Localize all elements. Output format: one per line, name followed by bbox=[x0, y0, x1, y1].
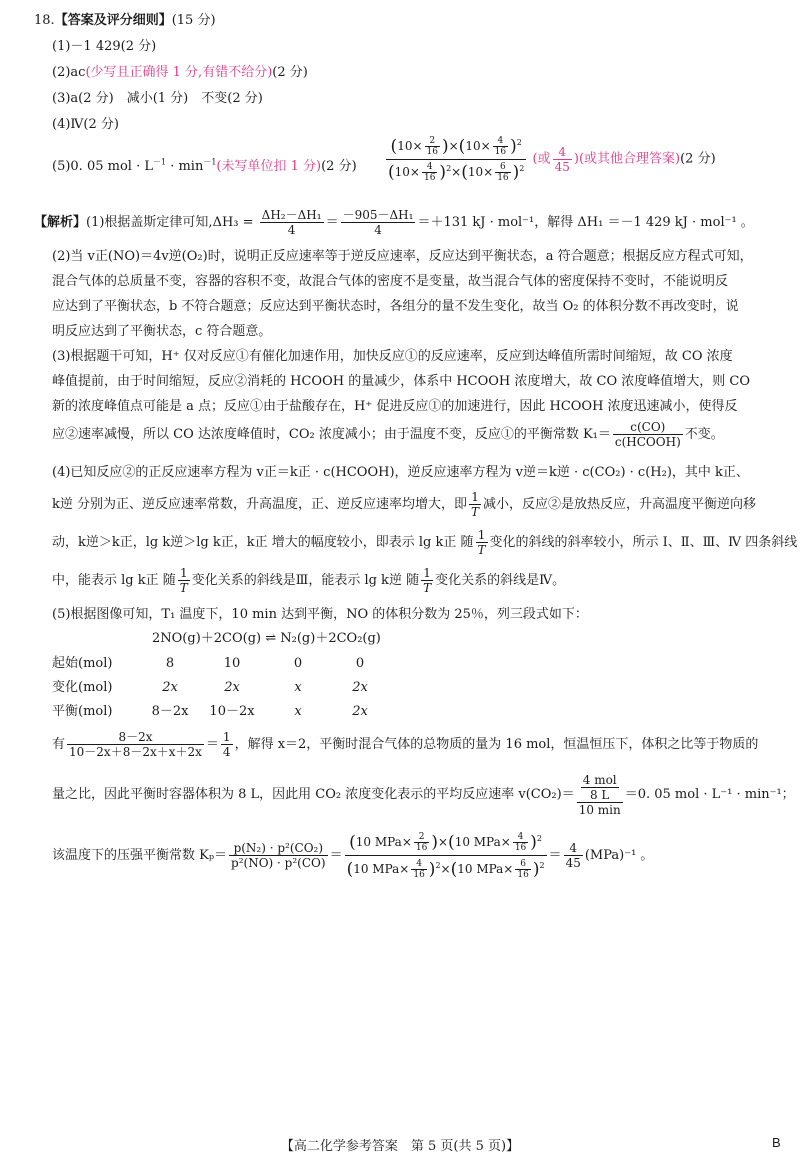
explain-p4-frac-c-num: 1 bbox=[179, 566, 188, 580]
table-cell: 0 bbox=[355, 656, 365, 671]
explain-p1-text: (1)根据盖斯定律可知,ΔH₃ = bbox=[86, 215, 258, 230]
table-cell: 10 bbox=[223, 656, 241, 671]
table-row-label: 变化(mol) bbox=[52, 680, 113, 695]
answer-5-exp2: －1 bbox=[203, 157, 217, 167]
table-row-label: 起始(mol) bbox=[52, 656, 113, 671]
explain-p4-line3 bbox=[52, 528, 797, 558]
explain-p6-frac1-den: 10－2x＋8－2x＋x＋2x bbox=[69, 745, 202, 759]
explain-part-1: 【解析】(1)根据盖斯定律可知,ΔH₃ = $\frac{\text{ΔH₂－ΔH₁}}{4}$ ＝ $\frac{\text{－905－ΔH₁}}{4}$ ＝＋131 kJ · mol⁻¹，解得 ΔH₁ ＝－1 429 kJ · mol⁻¹ 。 bbox=[34, 208, 754, 237]
explain-p4-frac-b-num: 1 bbox=[477, 528, 486, 542]
explain-p6 bbox=[52, 728, 758, 762]
explain-p8-end: (MPa)⁻¹ 。 bbox=[584, 848, 654, 863]
explain-p1-end: ＝＋131 kJ · mol⁻¹，解得 ΔH₁ ＝－1 429 kJ · mol⁻¹ 。 bbox=[417, 215, 754, 230]
answer-5-score1: (2 分) bbox=[321, 159, 357, 174]
explain-p6-eq: ＝ bbox=[205, 737, 219, 752]
explain-p4-line3-b: 变化的斜线的斜率较小，所示 Ⅰ、Ⅱ、Ⅲ、Ⅳ 四条斜线 bbox=[489, 535, 798, 550]
explain-p3-line3: 新的浓度峰值点可能是 a 点；反应①由于盐酸存在，H⁺ 促进反应①的加速进行，因此 HCOOH 浓度迅速减小，使得反 bbox=[52, 399, 738, 414]
explain-p1-frac1 bbox=[260, 208, 324, 237]
explain-p6-frac2 bbox=[221, 730, 233, 759]
table-cell: 0 bbox=[293, 656, 303, 671]
answer-5-k-fraction: (10× $\frac{2}{16}$ )×(10× $\frac{4}{16}$ )$^2$ (10× $\frac{4}{16}$ )$^2$×(10× $\frac{6}{16}$ )$^2$ bbox=[388, 136, 525, 183]
answer-3: (3)a(2 分) 减小(1 分) 不变(2 分) bbox=[52, 91, 263, 106]
explain-p4-frac-a bbox=[469, 490, 481, 519]
answer-1: (1)－1 429(2 分) bbox=[52, 39, 157, 54]
question-number: 18. bbox=[34, 13, 55, 28]
explain-p8-unit: 10 MPa× bbox=[355, 834, 412, 849]
explain-p4-line4-b: 变化关系的斜线是Ⅲ，能表示 lg k逆 随 bbox=[191, 573, 420, 588]
explain-p6-frac1-num: 8－2x bbox=[118, 730, 153, 744]
table-row-label: 平衡(mol) bbox=[52, 704, 113, 719]
explain-p4-frac-d-den: T bbox=[423, 581, 432, 595]
explain-p6-frac2-den: 4 bbox=[222, 745, 231, 759]
question-header bbox=[34, 12, 216, 30]
table-cell: 2x bbox=[224, 680, 240, 695]
explain-p4-frac-b bbox=[476, 528, 488, 557]
answer-5-alt-close: ) bbox=[573, 151, 579, 167]
explain-p4-line1: (4)已知反应②的正反应速率方程为 v正＝k正 · c(HCOOH)，逆反应速率方程为 v逆＝k逆 · c(CO₂) · c(H₂)，其中 k正、 bbox=[52, 465, 749, 480]
explain-p1-frac1-den: 4 bbox=[260, 222, 324, 237]
explain-p6-frac1 bbox=[67, 730, 204, 759]
explain-p3-line2: 峰值提前，由于时间缩短，反应②消耗的 HCOOH 的量减少，体系中 HCOOH 浓度增大，故 CO 浓度峰值增大，则 CO bbox=[52, 374, 751, 389]
answer-5-alt-note: (或其他合理答案) bbox=[578, 151, 681, 167]
page-footer: 【高二化学参考答案 第 5 页(共 5 页)】 bbox=[280, 1139, 520, 1154]
explain-p3-line1: (3)根据题干可知，H⁺ 仅对反应①有催化加速作用，加快反应①的反应速率，反应到达峰值所需时间缩短，故 CO 浓度 bbox=[52, 349, 733, 364]
explain-p3-line4-b: 不变。 bbox=[684, 427, 724, 442]
answer-5-expression bbox=[384, 134, 716, 184]
answer-5-alt-fraction bbox=[553, 145, 572, 174]
answer-2-note: (少写且正确得 1 分,有错不给分) bbox=[85, 65, 273, 80]
explain-p8-unit: 10 MPa× bbox=[454, 834, 511, 849]
answer-4: (4)Ⅳ(2 分) bbox=[52, 117, 119, 132]
explain-p8-num: p(N₂) · p²(CO₂) bbox=[233, 841, 324, 855]
answer-5-main: (5)0. 05 mol · L bbox=[52, 159, 153, 174]
explain-p6-b: ，解得 x＝2，平衡时混合气体的总物质的量为 16 mol，恒温恒压下，体积之比等于物质的 bbox=[234, 737, 759, 752]
answer-2-score: (2 分) bbox=[272, 65, 308, 80]
paper-version-letter: B bbox=[772, 1135, 781, 1150]
explain-p7-a: 量之比，因此平衡时容器体积为 8 L，因此用 CO₂ 浓度变化表示的平均反应速率 v(CO₂)＝ bbox=[52, 787, 575, 802]
explain-p1-frac2-num: －905－ΔH₁ bbox=[342, 208, 414, 222]
explain-p3-k-fraction bbox=[613, 420, 683, 449]
explain-p6-a: 有 bbox=[52, 737, 66, 752]
explain-p4-line4 bbox=[52, 566, 565, 596]
explain-p3-frac-den: c(HCOOH) bbox=[614, 435, 681, 449]
explain-p8-kp-fraction bbox=[229, 841, 328, 870]
explain-p7 bbox=[52, 768, 795, 822]
answer-5-alt-open: (或 bbox=[532, 151, 551, 167]
table-cell: 8 bbox=[165, 656, 175, 671]
answer-5-score2: (2 分) bbox=[680, 151, 716, 167]
table-cell: 2x bbox=[162, 680, 178, 695]
explain-p4-line2-b: 减小，反应②是放热反应，升高温度平衡逆向移 bbox=[483, 497, 757, 512]
explain-p8-den: p²(NO) · p²(CO) bbox=[231, 856, 326, 870]
explain-p6-frac2-num: 1 bbox=[222, 730, 231, 744]
explain-p7-num-top: 4 mol bbox=[582, 772, 617, 787]
table-cell: 2x bbox=[352, 680, 368, 695]
explain-p8-result-fraction bbox=[564, 841, 583, 870]
explain-p8-a: 该温度下的压强平衡常数 Kₚ＝ bbox=[52, 848, 228, 863]
table-cell: 8－2x bbox=[151, 704, 189, 719]
explain-p8-value-fraction: (10 MPa× $\frac{2}{16}$ )×(10 MPa× $\frac{4}{16}$ )$^2$ (10 MPa× $\frac{4}{16}$ )$^2$×(10 MPa× $\frac{6}{16}$ )$^2$ bbox=[345, 829, 547, 883]
table-cell: x bbox=[294, 680, 302, 695]
explain-p4-frac-d bbox=[421, 566, 433, 595]
answer-5-mid: · min bbox=[166, 159, 204, 174]
explain-p5-line1: (5)根据图像可知，T₁ 温度下，10 min 达到平衡，NO 的体积分数为 25％，列三段式如下： bbox=[52, 607, 588, 622]
explain-p4-line3-a: 动，k逆＞k正，lg k逆＞lg k正，k正 增大的幅度较小，即表示 lg k正 随 bbox=[52, 535, 474, 550]
explain-p7-rate-fraction bbox=[577, 773, 623, 817]
explain-p2-line3: 应达到了平衡状态，b 不符合题意；反应达到平衡状态时，各组分的量不发生变化，故当 O₂ 的体积分数不再改变时，说 bbox=[52, 299, 739, 314]
explain-p8-result-den: 45 bbox=[565, 856, 581, 870]
explain-p2-line4: 明反应达到了平衡状态，c 符合题意。 bbox=[52, 324, 272, 339]
answer-5-alt-num: 4 bbox=[558, 144, 567, 159]
explain-p4-frac-b-den: T bbox=[477, 543, 486, 557]
explain-p4-line2 bbox=[52, 490, 756, 520]
table-cell: x bbox=[294, 704, 302, 719]
explain-p4-frac-c bbox=[178, 566, 190, 595]
explain-p7-num-bot: 8 L bbox=[581, 787, 619, 802]
table-cell: 2x bbox=[352, 704, 368, 719]
explain-p1-frac2 bbox=[341, 208, 416, 237]
section-title: 【答案及评分细则】 bbox=[54, 13, 172, 28]
answer-5-alt-den: 45 bbox=[554, 159, 570, 174]
explain-p3-frac-num: c(CO) bbox=[630, 420, 666, 434]
answer-5-exp1: －1 bbox=[152, 157, 167, 167]
explain-p7-b: ＝0. 05 mol · L⁻¹ · min⁻¹； bbox=[624, 787, 795, 802]
explain-p7-den: 10 min bbox=[578, 802, 621, 817]
explain-p1-frac1-num: ΔH₂－ΔH₁ bbox=[261, 208, 322, 222]
explain-p2-line1: (2)当 v正(NO)＝4v逆(O₂)时，说明正反应速率等于逆反应速率，反应达到平衡状态，a 符合题意；根据反应方程式可知， bbox=[52, 249, 753, 264]
explain-p4-frac-a-num: 1 bbox=[471, 490, 479, 504]
explain-p8-unit: 10 MPa× bbox=[353, 862, 410, 876]
explain-p4-line4-c: 变化关系的斜线是Ⅳ。 bbox=[435, 573, 566, 588]
answer-2 bbox=[52, 64, 308, 82]
explain-p4-frac-d-num: 1 bbox=[423, 566, 431, 580]
explain-p3-line4 bbox=[52, 420, 724, 450]
total-score: (15 分) bbox=[171, 13, 216, 28]
explain-p8: 该温度下的压强平衡常数 Kₚ＝ $\frac{\text{p(N₂) · p²(CO₂)}}{\text{p²(NO) · p²(CO)}}$ ＝ (10 MPa× $\frac{2}{16}$ )×(10 MPa× $\frac{4}{16}$ )$^2$ (10 MPa× $\frac{4}{16}$ )$^2$×(10 MPa× $\frac{6}{16}$ )$^2$ ＝ $\frac{4}{45}$ (MPa)⁻¹ 。 bbox=[52, 826, 653, 886]
answer-2-main: (2)ac bbox=[52, 65, 86, 80]
explain-p4-frac-a-den: T bbox=[471, 505, 480, 519]
explain-p1-frac2-den: 4 bbox=[341, 222, 416, 237]
explain-p3-line4-a: 应②速率减慢，所以 CO 达浓度峰值时，CO₂ 浓度减小；由于温度不变，反应①的平衡常数 K₁＝ bbox=[52, 427, 611, 442]
table-cell: 10－2x bbox=[209, 704, 255, 719]
explain-p4-line2-a: k逆 分别为正、逆反应速率常数，升高温度，正、逆反应速率均增大，即 bbox=[52, 497, 468, 512]
explain-p8-unit: 10 MPa× bbox=[457, 862, 514, 876]
explain-p4-frac-c-den: T bbox=[179, 581, 188, 595]
explain-p4-line4-a: 中，能表示 lg k正 随 bbox=[52, 573, 176, 588]
explain-p8-result-num: 4 bbox=[569, 841, 578, 855]
answer-5-note: (未写单位扣 1 分) bbox=[216, 159, 322, 174]
answer-5 bbox=[52, 158, 357, 176]
explain-p2-line2: 混合气体的总质量不变，容器的容积不变，故混合气体的密度不是变量，故当混合气体的密度保持不变时，不能说明反 bbox=[52, 274, 729, 289]
explain-label: 【解析】 bbox=[34, 215, 87, 230]
reaction-equation: 2NO(g)＋2CO(g) ⇌ N₂(g)＋2CO₂(g) bbox=[152, 631, 381, 646]
